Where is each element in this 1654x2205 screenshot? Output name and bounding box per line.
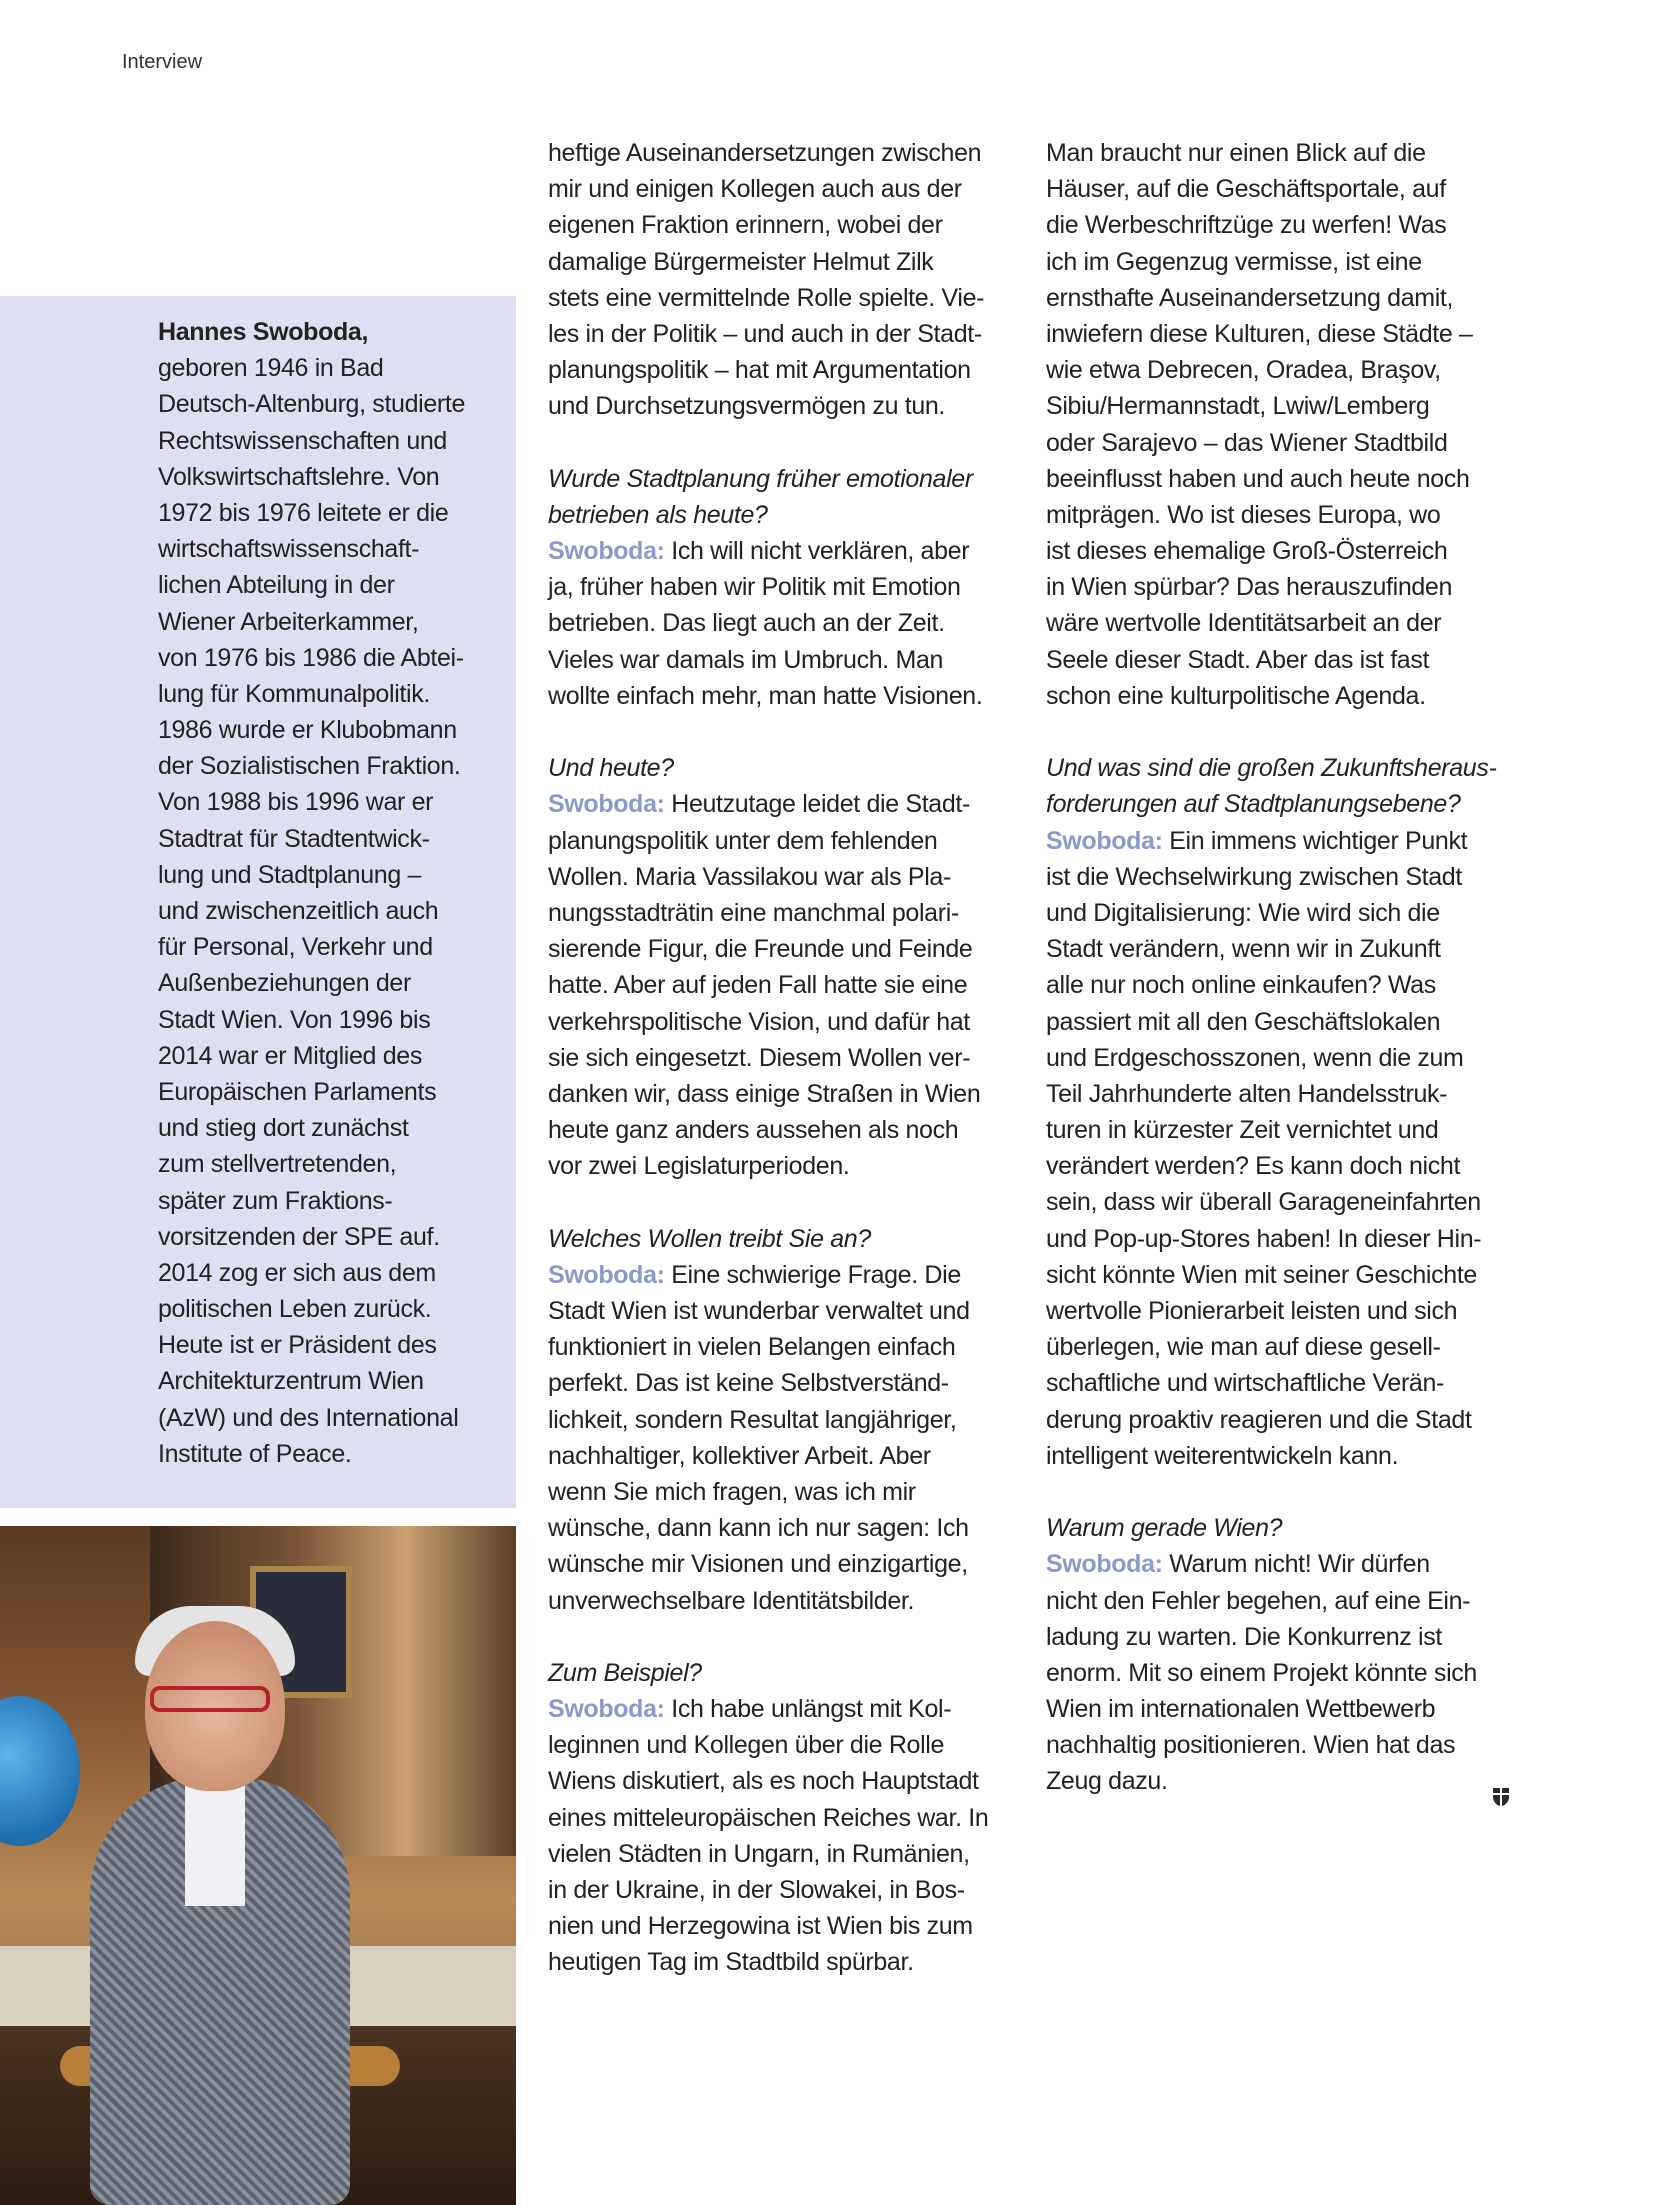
answer-line	[548, 1257, 1018, 1293]
paragraph-line: ist dieses ehemalige Groß-Österreich	[1046, 537, 1448, 566]
answer-line: wünsche mir Visionen und einzigartige,	[548, 1550, 968, 1579]
blank-line	[1046, 714, 1516, 750]
bio-line: (AzW) und des International	[158, 1403, 459, 1432]
answer-line: nicht den Fehler begehen, auf eine Ein-	[1046, 1586, 1471, 1615]
bio-line: Institute of Peace.	[158, 1439, 352, 1468]
blank-line	[548, 425, 1018, 461]
answer-line: Wollen. Maria Vassilakou war als Pla-	[548, 862, 951, 891]
bio-line: Volkswirtschaftslehre. Von	[158, 462, 440, 491]
answer-line: in der Ukraine, in der Slowakei, in Bos-	[548, 1876, 965, 1904]
answer-line: überlegen, wie man auf diese gesell-	[1046, 1333, 1441, 1362]
answer-line: turen in kürzester Zeit vernichtet und	[1046, 1116, 1439, 1145]
answer-line: schaftliche und wirtschaftliche Verän-	[1046, 1369, 1445, 1398]
answer-line: Vieles war damals im Umbruch. Man	[548, 645, 944, 674]
bio-line: Stadt Wien. Von 1996 bis	[158, 1005, 431, 1034]
bio-text	[158, 314, 508, 1472]
answer-text: Warum nicht! Wir dürfen	[1162, 1550, 1430, 1579]
answer-line: heute ganz anders aussehen als noch	[548, 1116, 959, 1145]
answer-line	[1046, 1546, 1516, 1582]
answer-line: passiert mit all den Geschäftslokalen	[1046, 1007, 1441, 1036]
answer-line: wertvolle Pionierarbeit leisten und sich	[1046, 1297, 1458, 1325]
question-line: Welches Wollen treibt Sie an?	[548, 1224, 871, 1253]
paragraph-line: in Wien spürbar? Das herauszufinden	[1046, 573, 1453, 602]
answer-line: lichkeit, sondern Resultat langjähriger,	[548, 1405, 957, 1434]
question-line: betrieben als heute?	[548, 500, 768, 529]
answer-line: und Pop-up-Stores haben! In dieser Hin-	[1046, 1224, 1482, 1253]
question-line: Und heute?	[548, 754, 674, 783]
answer-line: ladung zu warten. Die Konkurrenz ist	[1046, 1622, 1442, 1651]
answer-line: Zeug dazu.	[1046, 1767, 1168, 1796]
paragraph-line: Sibiu/Hermannstadt, Lwiw/Lemberg	[1046, 392, 1430, 421]
answer-text: Eine schwierige Frage. Die	[664, 1260, 961, 1289]
answer-line: sicht könnte Wien mit seiner Geschichte	[1046, 1260, 1477, 1289]
paragraph-line: wie etwa Debrecen, Oradea, Braşov,	[1046, 356, 1441, 385]
paragraph-line: ernsthafte Auseinandersetzung damit,	[1046, 283, 1454, 312]
paragraph-line: les in der Politik – und auch in der Stadt-	[548, 319, 982, 348]
bio-line: vorsitzenden der SPE auf.	[158, 1222, 440, 1251]
answer-line: unverwechselbare Identitätsbilder.	[548, 1586, 915, 1615]
paragraph-line: ich im Gegenzug vermisse, ist eine	[1046, 247, 1422, 276]
section-label: Interview	[122, 51, 203, 73]
answer-line: wünsche, dann kann ich nur sagen: Ich	[548, 1514, 969, 1543]
answer-line: intelligent weiterentwickeln kann.	[1046, 1441, 1399, 1470]
blank-line	[548, 1619, 1018, 1655]
answer-line: eines mitteleuropäischen Reiches war. In	[548, 1803, 989, 1832]
answer-line: Wiens diskutiert, als es noch Hauptstadt	[548, 1767, 979, 1796]
answer-line: danken wir, dass einige Straßen in Wien	[548, 1079, 981, 1108]
paragraph-line: oder Sarajevo – das Wiener Stadtbild	[1046, 428, 1448, 457]
answer-line: nachhaltig positionieren. Wien hat das	[1046, 1731, 1456, 1760]
bio-line: politischen Leben zurück.	[158, 1295, 432, 1324]
bio-line: und stieg dort zunächst	[158, 1114, 409, 1143]
question-line: forderungen auf Stadtplanungsebene?	[1046, 790, 1461, 819]
blank-line	[1046, 1474, 1516, 1510]
bio-line: 1972 bis 1976 leitete er die	[158, 498, 449, 527]
article-column-2	[1046, 135, 1516, 1800]
bio-line: für Personal, Verkehr und	[158, 933, 433, 962]
answer-line: sierende Figur, die Freunde und Feinde	[548, 935, 973, 964]
bio-line: geboren 1946 in Bad	[158, 354, 384, 383]
answer-line: alle nur noch online einkaufen? Was	[1046, 971, 1436, 1000]
paragraph-line: schon eine kulturpolitische Agenda.	[1046, 681, 1426, 710]
answer-line: ja, früher haben wir Politik mit Emotion	[548, 573, 961, 602]
bio-line: wirtschaftswissenschaft-	[158, 535, 420, 564]
bio-line: von 1976 bis 1986 die Abtei-	[158, 643, 464, 672]
answer-line: nachhaltiger, kollektiver Arbeit. Aber	[548, 1441, 931, 1470]
bio-box	[0, 296, 516, 1508]
portrait-photo	[0, 1526, 516, 2205]
blank-line	[548, 1184, 1018, 1220]
bio-line: lung und Stadtplanung –	[158, 860, 422, 889]
answer-line	[548, 533, 1018, 569]
answer-line: verändert werden? Es kann doch nicht	[1046, 1152, 1461, 1181]
answer-line: und Erdgeschosszonen, wenn die zum	[1046, 1043, 1464, 1072]
paragraph-line: heftige Auseinandersetzungen zwischen	[548, 139, 982, 167]
bio-line: der Sozialistischen Fraktion.	[158, 752, 461, 781]
answer-line: sie sich eingesetzt. Diesem Wollen ver-	[548, 1043, 971, 1072]
answer-line: planungspolitik unter dem fehlenden	[548, 826, 938, 855]
answer-text: Ein immens wichtiger Punkt	[1162, 826, 1468, 855]
answer-line: Teil Jahrhunderte alten Handelsstruk-	[1046, 1079, 1448, 1108]
question-line: Zum Beispiel?	[548, 1658, 702, 1687]
answer-line: Wien im internationalen Wettbewerb	[1046, 1695, 1436, 1724]
question-line: Wurde Stadtplanung früher emotionaler	[548, 464, 973, 493]
answer-line: derung proaktiv reagieren und die Stadt	[1046, 1405, 1472, 1434]
answer-line: nien und Herzegowina ist Wien bis zum	[548, 1912, 973, 1941]
paragraph-line: Man braucht nur einen Blick auf die	[1046, 139, 1426, 167]
answer-line: hatte. Aber auf jeden Fall hatte sie eine	[548, 971, 968, 1000]
answer-line: Stadt verändern, wenn wir in Zukunft	[1046, 935, 1441, 964]
answer-line: nungsstadträtin eine manchmal polari-	[548, 898, 959, 927]
paragraph-line: damalige Bürgermeister Helmut Zilk	[548, 247, 934, 276]
answer-text: Heutzutage leidet die Stadt-	[664, 790, 970, 819]
speaker-label: Swoboda:	[1046, 826, 1163, 855]
paragraph-line: eigenen Fraktion erinnern, wobei der	[548, 211, 943, 240]
paragraph-line: inwiefern diese Kulturen, diese Städte –	[1046, 319, 1473, 348]
answer-line	[548, 1691, 1018, 1727]
bio-line: Rechtswissenschaften und	[158, 426, 447, 455]
bio-line: Europäischen Parlaments	[158, 1077, 437, 1106]
answer-line: leginnen und Kollegen über die Rolle	[548, 1731, 945, 1760]
answer-line: wollte einfach mehr, man hatte Visionen.	[548, 681, 983, 710]
paragraph-line: die Werbeschriftzüge zu werfen! Was	[1046, 211, 1447, 240]
answer-line: perfekt. Das ist keine Selbstverständ-	[548, 1369, 949, 1398]
bio-line: 2014 war er Mitglied des	[158, 1041, 422, 1070]
article-column-1	[548, 135, 1018, 1981]
answer-line: funktioniert in vielen Belangen einfach	[548, 1333, 956, 1362]
answer-line: und Digitalisierung: Wie wird sich die	[1046, 898, 1440, 927]
question-line: Und was sind die großen Zukunftsheraus-	[1046, 754, 1497, 783]
bio-line: Architekturzentrum Wien	[158, 1367, 424, 1396]
answer-line: verkehrspolitische Vision, und dafür hat	[548, 1007, 970, 1036]
paragraph-line: und Durchsetzungsvermögen zu tun.	[548, 392, 946, 421]
answer-text: Ich will nicht verklären, aber	[664, 537, 970, 566]
paragraph-line: planungspolitik – hat mit Argumentation	[548, 356, 971, 385]
paragraph-line: Häuser, auf die Geschäftsportale, auf	[1046, 175, 1446, 204]
paragraph-line: wäre wertvolle Identitätsarbeit an der	[1046, 609, 1442, 638]
paragraph-line: mir und einigen Kollegen auch aus der	[548, 175, 962, 204]
bio-line: Deutsch-Altenburg, studierte	[158, 390, 466, 419]
answer-line: vielen Städten in Ungarn, in Rumänien,	[548, 1839, 970, 1868]
bio-line: lichen Abteilung in der	[158, 571, 395, 600]
bio-line: später zum Fraktions-	[158, 1186, 393, 1215]
answer-line: betrieben. Das liegt auch an der Zeit.	[548, 609, 945, 638]
speaker-label: Swoboda:	[548, 537, 665, 566]
answer-line: ist die Wechselwirkung zwischen Stadt	[1046, 862, 1462, 891]
paragraph-line: beeinflusst haben und auch heute noch	[1046, 464, 1470, 493]
answer-line: wenn Sie mich fragen, was ich mir	[548, 1477, 916, 1506]
bio-line: Stadtrat für Stadtentwick-	[158, 824, 430, 853]
speaker-label: Swoboda:	[548, 1695, 665, 1724]
answer-line: enorm. Mit so einem Projekt könnte sich	[1046, 1658, 1477, 1687]
bio-name: Hannes Swoboda,	[158, 318, 369, 346]
speaker-label: Swoboda:	[548, 1260, 665, 1289]
answer-line: vor zwei Legislaturperioden.	[548, 1152, 850, 1181]
bio-line: zum stellvertretenden,	[158, 1150, 397, 1179]
bio-line: lung für Kommunalpolitik.	[158, 679, 430, 708]
blank-line	[548, 714, 1018, 750]
answer-line: Stadt Wien ist wunderbar verwaltet und	[548, 1297, 970, 1325]
bio-line: Heute ist er Präsident des	[158, 1331, 437, 1360]
paragraph-line: stets eine vermittelnde Rolle spielte. Vie-	[548, 283, 985, 312]
paragraph-line: Seele dieser Stadt. Aber das ist fast	[1046, 645, 1430, 674]
vienna-coat-of-arms-icon	[1492, 1787, 1510, 1807]
question-line: Warum gerade Wien?	[1046, 1514, 1283, 1543]
bio-line: 2014 zog er sich aus dem	[158, 1258, 436, 1287]
bio-line: Wiener Arbeiterkammer,	[158, 607, 419, 636]
answer-line	[1046, 823, 1516, 859]
speaker-label: Swoboda:	[548, 790, 665, 819]
bio-line: Außenbeziehungen der	[158, 969, 411, 998]
speaker-label: Swoboda:	[1046, 1550, 1163, 1579]
bio-line: 1986 wurde er Klubobmann	[158, 716, 457, 745]
answer-line	[548, 786, 1018, 822]
paragraph-line: mitprägen. Wo ist dieses Europa, wo	[1046, 500, 1441, 529]
answer-line: sein, dass wir überall Garageneinfahrten	[1046, 1188, 1481, 1217]
bio-line: und zwischenzeitlich auch	[158, 897, 439, 925]
answer-line: heutigen Tag im Stadtbild spürbar.	[548, 1948, 914, 1977]
answer-text: Ich habe unlängst mit Kol-	[664, 1695, 952, 1724]
bio-line: Von 1988 bis 1996 war er	[158, 788, 434, 817]
